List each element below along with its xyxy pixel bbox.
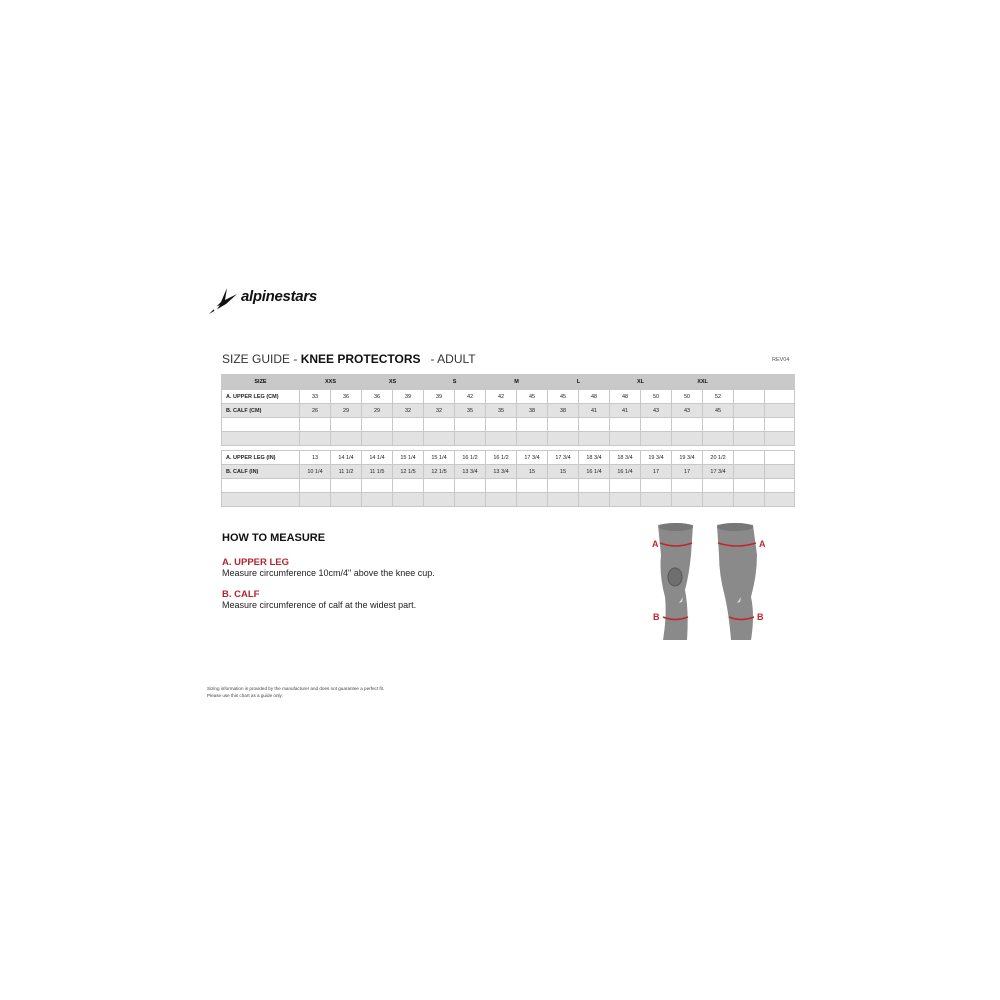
table-cell: 32 (393, 404, 424, 418)
disclaimer-line-2: Please use this chart as a guide only. (207, 693, 283, 698)
table-cell: 18 3/4 (579, 451, 610, 465)
table-cell: 17 (672, 465, 703, 479)
table-row (222, 451, 795, 465)
empty-cell (222, 418, 300, 432)
empty-header-cell (734, 375, 765, 390)
empty-cell (393, 418, 424, 432)
empty-cell (300, 493, 331, 507)
upper-leg-heading: A. UPPER LEG (222, 557, 290, 568)
empty-cell (362, 479, 393, 493)
empty-cell (703, 479, 734, 493)
empty-cell (517, 418, 548, 432)
empty-cell (548, 418, 579, 432)
empty-cell (703, 493, 734, 507)
table-cell: 45 (517, 390, 548, 404)
table-row (222, 465, 795, 479)
size-header: SIZE (222, 375, 300, 390)
empty-cell (641, 418, 672, 432)
table-row (222, 390, 795, 404)
empty-cell (362, 432, 393, 446)
empty-cell (424, 479, 455, 493)
disclaimer-line-1: Sizing information is provided by the manufacturer and does not guarantee a perfect fit. (207, 686, 385, 691)
table-cell: 16 1/4 (610, 465, 641, 479)
empty-cell (486, 432, 517, 446)
empty-cell (486, 493, 517, 507)
table-cell: 14 1/4 (331, 451, 362, 465)
table-cell: 41 (610, 404, 641, 418)
empty-cell (486, 418, 517, 432)
table-cell: 20 1/2 (703, 451, 734, 465)
brand-logo (207, 286, 347, 318)
empty-cell (579, 479, 610, 493)
table-cell: 18 3/4 (610, 451, 641, 465)
empty-cell (579, 493, 610, 507)
table-cell: 16 1/2 (486, 451, 517, 465)
empty-cell (222, 493, 300, 507)
size-xxs: XXS (300, 375, 362, 390)
table-cell: 11 1/5 (362, 465, 393, 479)
table-cell: 15 (548, 465, 579, 479)
empty-cell (331, 479, 362, 493)
revision-label: REV04 (772, 357, 790, 363)
table-cell: 32 (424, 404, 455, 418)
empty-cell (734, 479, 765, 493)
size-xs: XS (362, 375, 424, 390)
empty-cell (672, 432, 703, 446)
empty-cell (579, 418, 610, 432)
empty-row (222, 432, 795, 446)
logo-text: alpinestars (241, 288, 317, 305)
empty-cell (734, 451, 765, 465)
empty-cell (641, 493, 672, 507)
table-cell: 43 (641, 404, 672, 418)
empty-cell (765, 432, 795, 446)
empty-cell (734, 390, 765, 404)
empty-cell (765, 451, 795, 465)
table-cell: 48 (579, 390, 610, 404)
row-label: A. UPPER LEG (CM) (222, 390, 300, 404)
table-cell: 50 (672, 390, 703, 404)
empty-row (222, 479, 795, 493)
empty-row (222, 418, 795, 432)
table-cell: 15 1/4 (393, 451, 424, 465)
table-cell: 12 1/5 (393, 465, 424, 479)
empty-cell (548, 493, 579, 507)
table-cell: 42 (455, 390, 486, 404)
table-cell: 36 (362, 390, 393, 404)
empty-cell (610, 432, 641, 446)
table-cell: 13 3/4 (455, 465, 486, 479)
table-cell: 10 1/4 (300, 465, 331, 479)
empty-cell (222, 479, 300, 493)
knee-measure-diagram (645, 515, 775, 655)
empty-cell (517, 493, 548, 507)
table-cell: 29 (362, 404, 393, 418)
empty-cell (455, 493, 486, 507)
label-a-right: A (759, 539, 766, 549)
size-m: M (486, 375, 548, 390)
size-header-row (222, 375, 795, 390)
table-cell: 41 (579, 404, 610, 418)
table-cell: 17 3/4 (517, 451, 548, 465)
leg-side-view (658, 523, 693, 640)
empty-cell (300, 479, 331, 493)
empty-cell (765, 390, 795, 404)
empty-cell (517, 432, 548, 446)
size-table (221, 374, 795, 507)
row-label: A. UPPER LEG (IN) (222, 451, 300, 465)
table-cell: 38 (548, 404, 579, 418)
label-b-right: B (757, 612, 764, 622)
table-cell: 35 (486, 404, 517, 418)
empty-cell (300, 432, 331, 446)
size-xl: XL (610, 375, 672, 390)
empty-cell (734, 432, 765, 446)
table-cell: 17 (641, 465, 672, 479)
empty-cell (672, 493, 703, 507)
empty-cell (579, 432, 610, 446)
empty-cell (393, 479, 424, 493)
table-cell: 14 1/4 (362, 451, 393, 465)
empty-cell (486, 479, 517, 493)
empty-cell (610, 418, 641, 432)
empty-cell (734, 404, 765, 418)
table-cell: 17 3/4 (703, 465, 734, 479)
table-cell: 15 1/4 (424, 451, 455, 465)
table-cell: 33 (300, 390, 331, 404)
empty-cell (331, 493, 362, 507)
table-cell: 38 (517, 404, 548, 418)
row-label: B. CALF (CM) (222, 404, 300, 418)
table-cell: 19 3/4 (641, 451, 672, 465)
table-cell: 13 (300, 451, 331, 465)
table-cell: 16 1/2 (455, 451, 486, 465)
empty-cell (455, 432, 486, 446)
empty-cell (222, 432, 300, 446)
title-prefix: SIZE GUIDE - (222, 352, 301, 366)
table-cell: 12 1/5 (424, 465, 455, 479)
alpinestars-star-icon (207, 286, 239, 318)
empty-cell (424, 493, 455, 507)
page-title (222, 352, 476, 366)
table-cell: 45 (703, 404, 734, 418)
table-cell: 29 (331, 404, 362, 418)
row-label: B. CALF (IN) (222, 465, 300, 479)
table-cell: 45 (548, 390, 579, 404)
table-cell: 39 (393, 390, 424, 404)
upper-leg-instruction: Measure circumference 10cm/4" above the knee cup. (222, 568, 435, 578)
size-s: S (424, 375, 486, 390)
table-cell: 52 (703, 390, 734, 404)
empty-cell (517, 479, 548, 493)
table-cell: 39 (424, 390, 455, 404)
table-cell: 35 (455, 404, 486, 418)
table-cell: 48 (610, 390, 641, 404)
empty-cell (455, 418, 486, 432)
empty-cell (548, 432, 579, 446)
leg-front-view (717, 523, 757, 640)
empty-cell (672, 418, 703, 432)
table-cell: 13 3/4 (486, 465, 517, 479)
table-cell: 15 (517, 465, 548, 479)
table-cell: 43 (672, 404, 703, 418)
title-product: KNEE PROTECTORS (300, 352, 421, 366)
empty-cell (424, 418, 455, 432)
table-cell: 26 (300, 404, 331, 418)
empty-cell (393, 432, 424, 446)
label-b-left: B (653, 612, 660, 622)
empty-cell (393, 493, 424, 507)
size-xxl: XXL (672, 375, 734, 390)
title-suffix: - ADULT (430, 352, 476, 366)
table-row (222, 404, 795, 418)
empty-cell (331, 432, 362, 446)
empty-cell (765, 465, 795, 479)
size-l: L (548, 375, 610, 390)
calf-instruction: Measure circumference of calf at the widest part. (222, 600, 417, 610)
empty-cell (331, 418, 362, 432)
table-cell: 17 3/4 (548, 451, 579, 465)
table-cell: 50 (641, 390, 672, 404)
empty-cell (362, 493, 393, 507)
empty-cell (765, 493, 795, 507)
empty-cell (734, 493, 765, 507)
empty-cell (734, 465, 765, 479)
table-cell: 19 3/4 (672, 451, 703, 465)
table-cell: 36 (331, 390, 362, 404)
empty-cell (734, 418, 765, 432)
empty-cell (610, 493, 641, 507)
label-a-left: A (652, 539, 659, 549)
empty-cell (641, 432, 672, 446)
calf-heading: B. CALF (222, 589, 260, 600)
empty-cell (610, 479, 641, 493)
table-cell: 42 (486, 390, 517, 404)
empty-row (222, 493, 795, 507)
table-cell: 16 1/4 (579, 465, 610, 479)
empty-header-cell (765, 375, 795, 390)
empty-cell (672, 479, 703, 493)
how-to-measure-title: HOW TO MEASURE (222, 532, 326, 544)
table-cell: 11 1/2 (331, 465, 362, 479)
empty-cell (362, 418, 393, 432)
empty-cell (300, 418, 331, 432)
empty-cell (641, 479, 672, 493)
empty-cell (765, 404, 795, 418)
empty-cell (703, 418, 734, 432)
empty-cell (424, 432, 455, 446)
empty-cell (548, 479, 579, 493)
empty-cell (765, 479, 795, 493)
empty-cell (703, 432, 734, 446)
empty-cell (455, 479, 486, 493)
empty-cell (765, 418, 795, 432)
